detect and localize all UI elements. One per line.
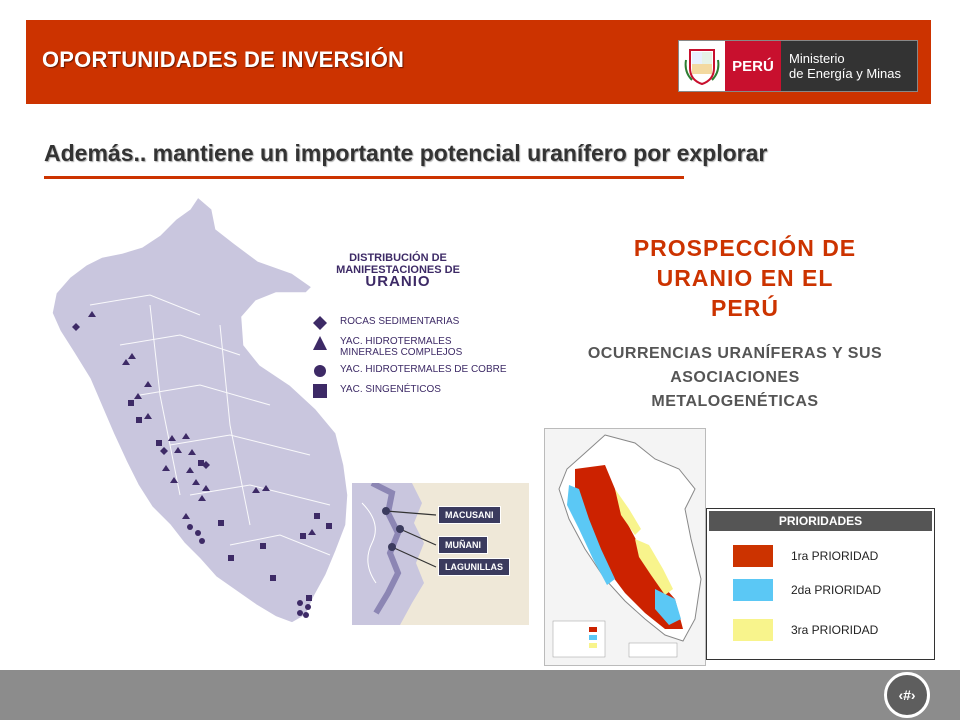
square-icon [312, 384, 328, 398]
page-number-badge: ‹#› [884, 672, 930, 718]
inset-map-graphic [352, 483, 529, 625]
priority-swatch [733, 619, 773, 641]
ministry-logo [678, 40, 918, 92]
priority-map-thumbnail [544, 428, 706, 666]
diamond-icon [312, 316, 328, 330]
logo-ministry-line2: de Energía y Minas [789, 66, 902, 81]
logo-ministry-line1: Ministerio [789, 51, 845, 66]
occurrences-line3: METALOGENÉTICAS [651, 393, 819, 410]
inset-label-macusani: MACUSANI [438, 506, 501, 524]
triangle-icon [312, 336, 328, 350]
map-legend [312, 316, 507, 404]
priority-row [733, 579, 881, 601]
inset-label-munani: MUÑANI [438, 536, 488, 554]
legend-item [312, 336, 507, 358]
priority-row [733, 545, 878, 567]
subtitle-underline [44, 176, 684, 179]
occurrences-line1: OCURRENCIAS URANÍFERAS Y SUS [587, 345, 883, 362]
priorities-title: PRIORIDADES [709, 511, 932, 531]
priorities-legend [706, 508, 935, 660]
legend-title-line3: URANIO [365, 273, 431, 290]
legend-item [312, 364, 507, 378]
occurrences-subheading [540, 342, 930, 414]
map-legend-title [308, 252, 488, 288]
legend-label: YAC. HIDROTERMALES DE COBRE [340, 364, 507, 375]
coat-of-arms-icon [679, 41, 725, 91]
page-title: OPORTUNIDADES DE INVERSIÓN [42, 47, 405, 72]
circle-icon [312, 364, 328, 378]
priority-label: 2da PRIORIDAD [791, 583, 882, 597]
legend-title-line1: DISTRIBUCIÓN DE [349, 252, 447, 264]
prospection-heading-line1: PROSPECCIÓN DE [633, 235, 857, 261]
inset-map [352, 483, 529, 625]
peru-map-shape [52, 197, 348, 623]
priority-swatch [733, 579, 773, 601]
priority-label: 1ra PRIORIDAD [791, 549, 879, 563]
inset-label-lagunillas: LAGUNILLAS [438, 558, 510, 576]
prospection-heading [600, 233, 890, 323]
priority-row [733, 619, 878, 641]
priority-label: 3ra PRIORIDAD [791, 623, 879, 637]
logo-ministry [781, 41, 917, 91]
priority-map-graphic [545, 429, 705, 665]
footer-bar [0, 670, 960, 720]
occurrences-line2: ASOCIACIONES [670, 369, 800, 386]
legend-label: YAC. SINGENÉTICOS [340, 384, 441, 395]
prospection-heading-line3: PERÚ [711, 295, 779, 321]
logo-country: PERÚ [725, 41, 781, 91]
legend-item [312, 316, 507, 330]
legend-label: ROCAS SEDIMENTARIAS [340, 316, 460, 327]
legend-label: YAC. HIDROTERMALES MINERALES COMPLEJOS [340, 336, 463, 358]
slide-subtitle: Además.. mantiene un importante potencial uranífero por explorar [44, 140, 768, 166]
legend-item [312, 384, 507, 398]
priority-swatch [733, 545, 773, 567]
prospection-heading-line2: URANIO EN EL [656, 265, 834, 291]
legend-title-line2: MANIFESTACIONES DE [336, 264, 460, 276]
